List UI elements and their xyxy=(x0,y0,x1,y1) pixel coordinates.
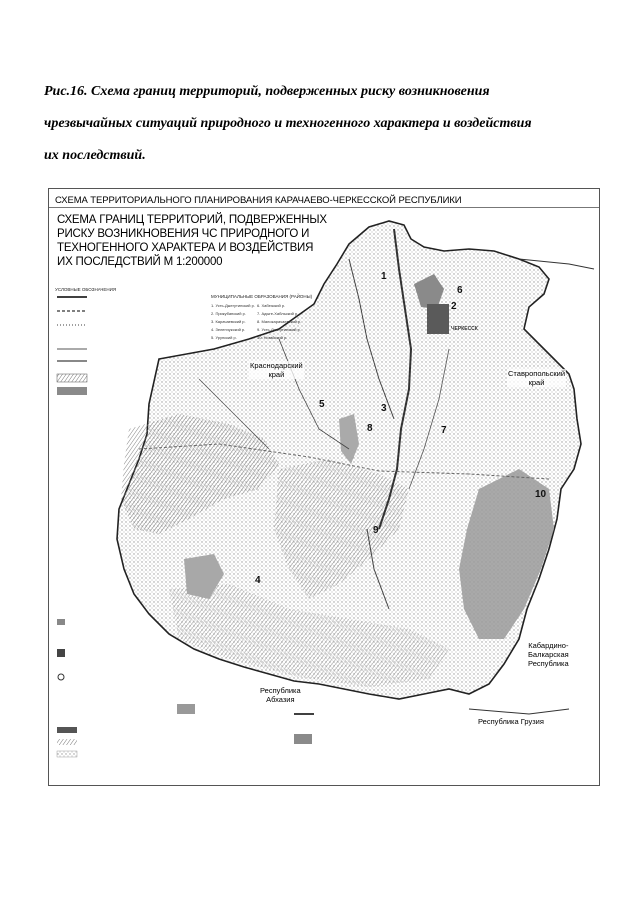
district-number-7[interactable]: 7 xyxy=(441,425,447,436)
region-kbr: Кабардино- Балкарская Республика xyxy=(528,641,569,668)
district-item-1: 1. Усть-Джегутинский р. xyxy=(211,303,255,308)
district-number-9[interactable]: 9 xyxy=(373,525,379,536)
district-number-4[interactable]: 4 xyxy=(255,575,261,586)
district-item-7: 7. Адыге-Хабльский р. xyxy=(257,311,299,316)
district-item-6: 6. Хабезский р. xyxy=(257,303,286,308)
map-title-line-4: ИХ ПОСЛЕДСТВИЙ М 1:200000 xyxy=(57,256,223,268)
border-line-south xyxy=(469,709,569,714)
map-frame xyxy=(48,188,600,786)
region-stavropol: Ставропольский край xyxy=(508,369,566,387)
legend-left-head: УСЛОВНЫЕ ОБОЗНАЧЕНИЯ xyxy=(55,287,117,292)
district-item-9: 9. Усть-Джегутинский р. xyxy=(257,327,301,332)
district-item-10: 10. Ногайский р. xyxy=(257,335,288,340)
map-title-line-1: СХЕМА ГРАНИЦ ТЕРРИТОРИЙ, ПОДВЕРЖЕННЫХ xyxy=(57,214,327,226)
caption-line-2: чрезвычайных ситуаций природного и техногенного характера и воздействия xyxy=(44,116,532,131)
district-item-2: 2. Прикубанский р. xyxy=(211,311,246,316)
region-georgia: Республика Грузия xyxy=(478,717,544,726)
region-krasnodar: Краснодарский край xyxy=(250,361,303,379)
district-number-3[interactable]: 3 xyxy=(381,403,387,414)
district-number-2[interactable]: 2 xyxy=(451,301,457,312)
header-divider xyxy=(49,207,599,208)
district-number-8[interactable]: 8 xyxy=(367,423,373,434)
legend-district-head: МУНИЦИПАЛЬНЫЕ ОБРАЗОВАНИЯ (РАЙОНЫ) xyxy=(211,294,313,299)
figure-caption xyxy=(44,76,604,172)
region-abkhazia: Республика Абхазия xyxy=(260,686,301,704)
caption-line-3: их последствий. xyxy=(44,148,146,163)
map-title-line-3: ТЕХНОГЕННОГО ХАРАКТЕРА И ВОЗДЕЙСТВИЯ xyxy=(57,242,314,254)
district-number-10[interactable]: 10 xyxy=(535,489,547,500)
map-title-line-2: РИСКУ ВОЗНИКНОВЕНИЯ ЧС ПРИРОДНОГО И xyxy=(57,228,310,240)
district-item-4: 4. Зеленчукский р. xyxy=(211,327,246,332)
district-number-5[interactable]: 5 xyxy=(319,399,325,410)
district-item-8: 8. Малокарачаевский р. xyxy=(257,319,302,324)
map-title xyxy=(57,213,327,269)
map-canvas[interactable] xyxy=(49,189,599,785)
district-item-5: 5. Урупский р. xyxy=(211,335,237,340)
district-number-1[interactable]: 1 xyxy=(381,271,387,282)
city-cherkessk[interactable] xyxy=(427,304,449,334)
district-number-6[interactable]: 6 xyxy=(457,285,463,296)
map-header: СХЕМА ТЕРРИТОРИАЛЬНОГО ПЛАНИРОВАНИЯ КАРАЧАЕВО-ЧЕРКЕССКОЙ РЕСПУБЛИКИ xyxy=(55,195,462,206)
caption-line-1: Рис.16. Схема границ территорий, подверженных риску возникновения xyxy=(44,84,490,99)
district-item-3: 3. Карачаевский р. xyxy=(211,319,246,324)
legend-left-symbols xyxy=(57,297,87,395)
city-label: ЧЕРКЕССК xyxy=(451,326,478,332)
